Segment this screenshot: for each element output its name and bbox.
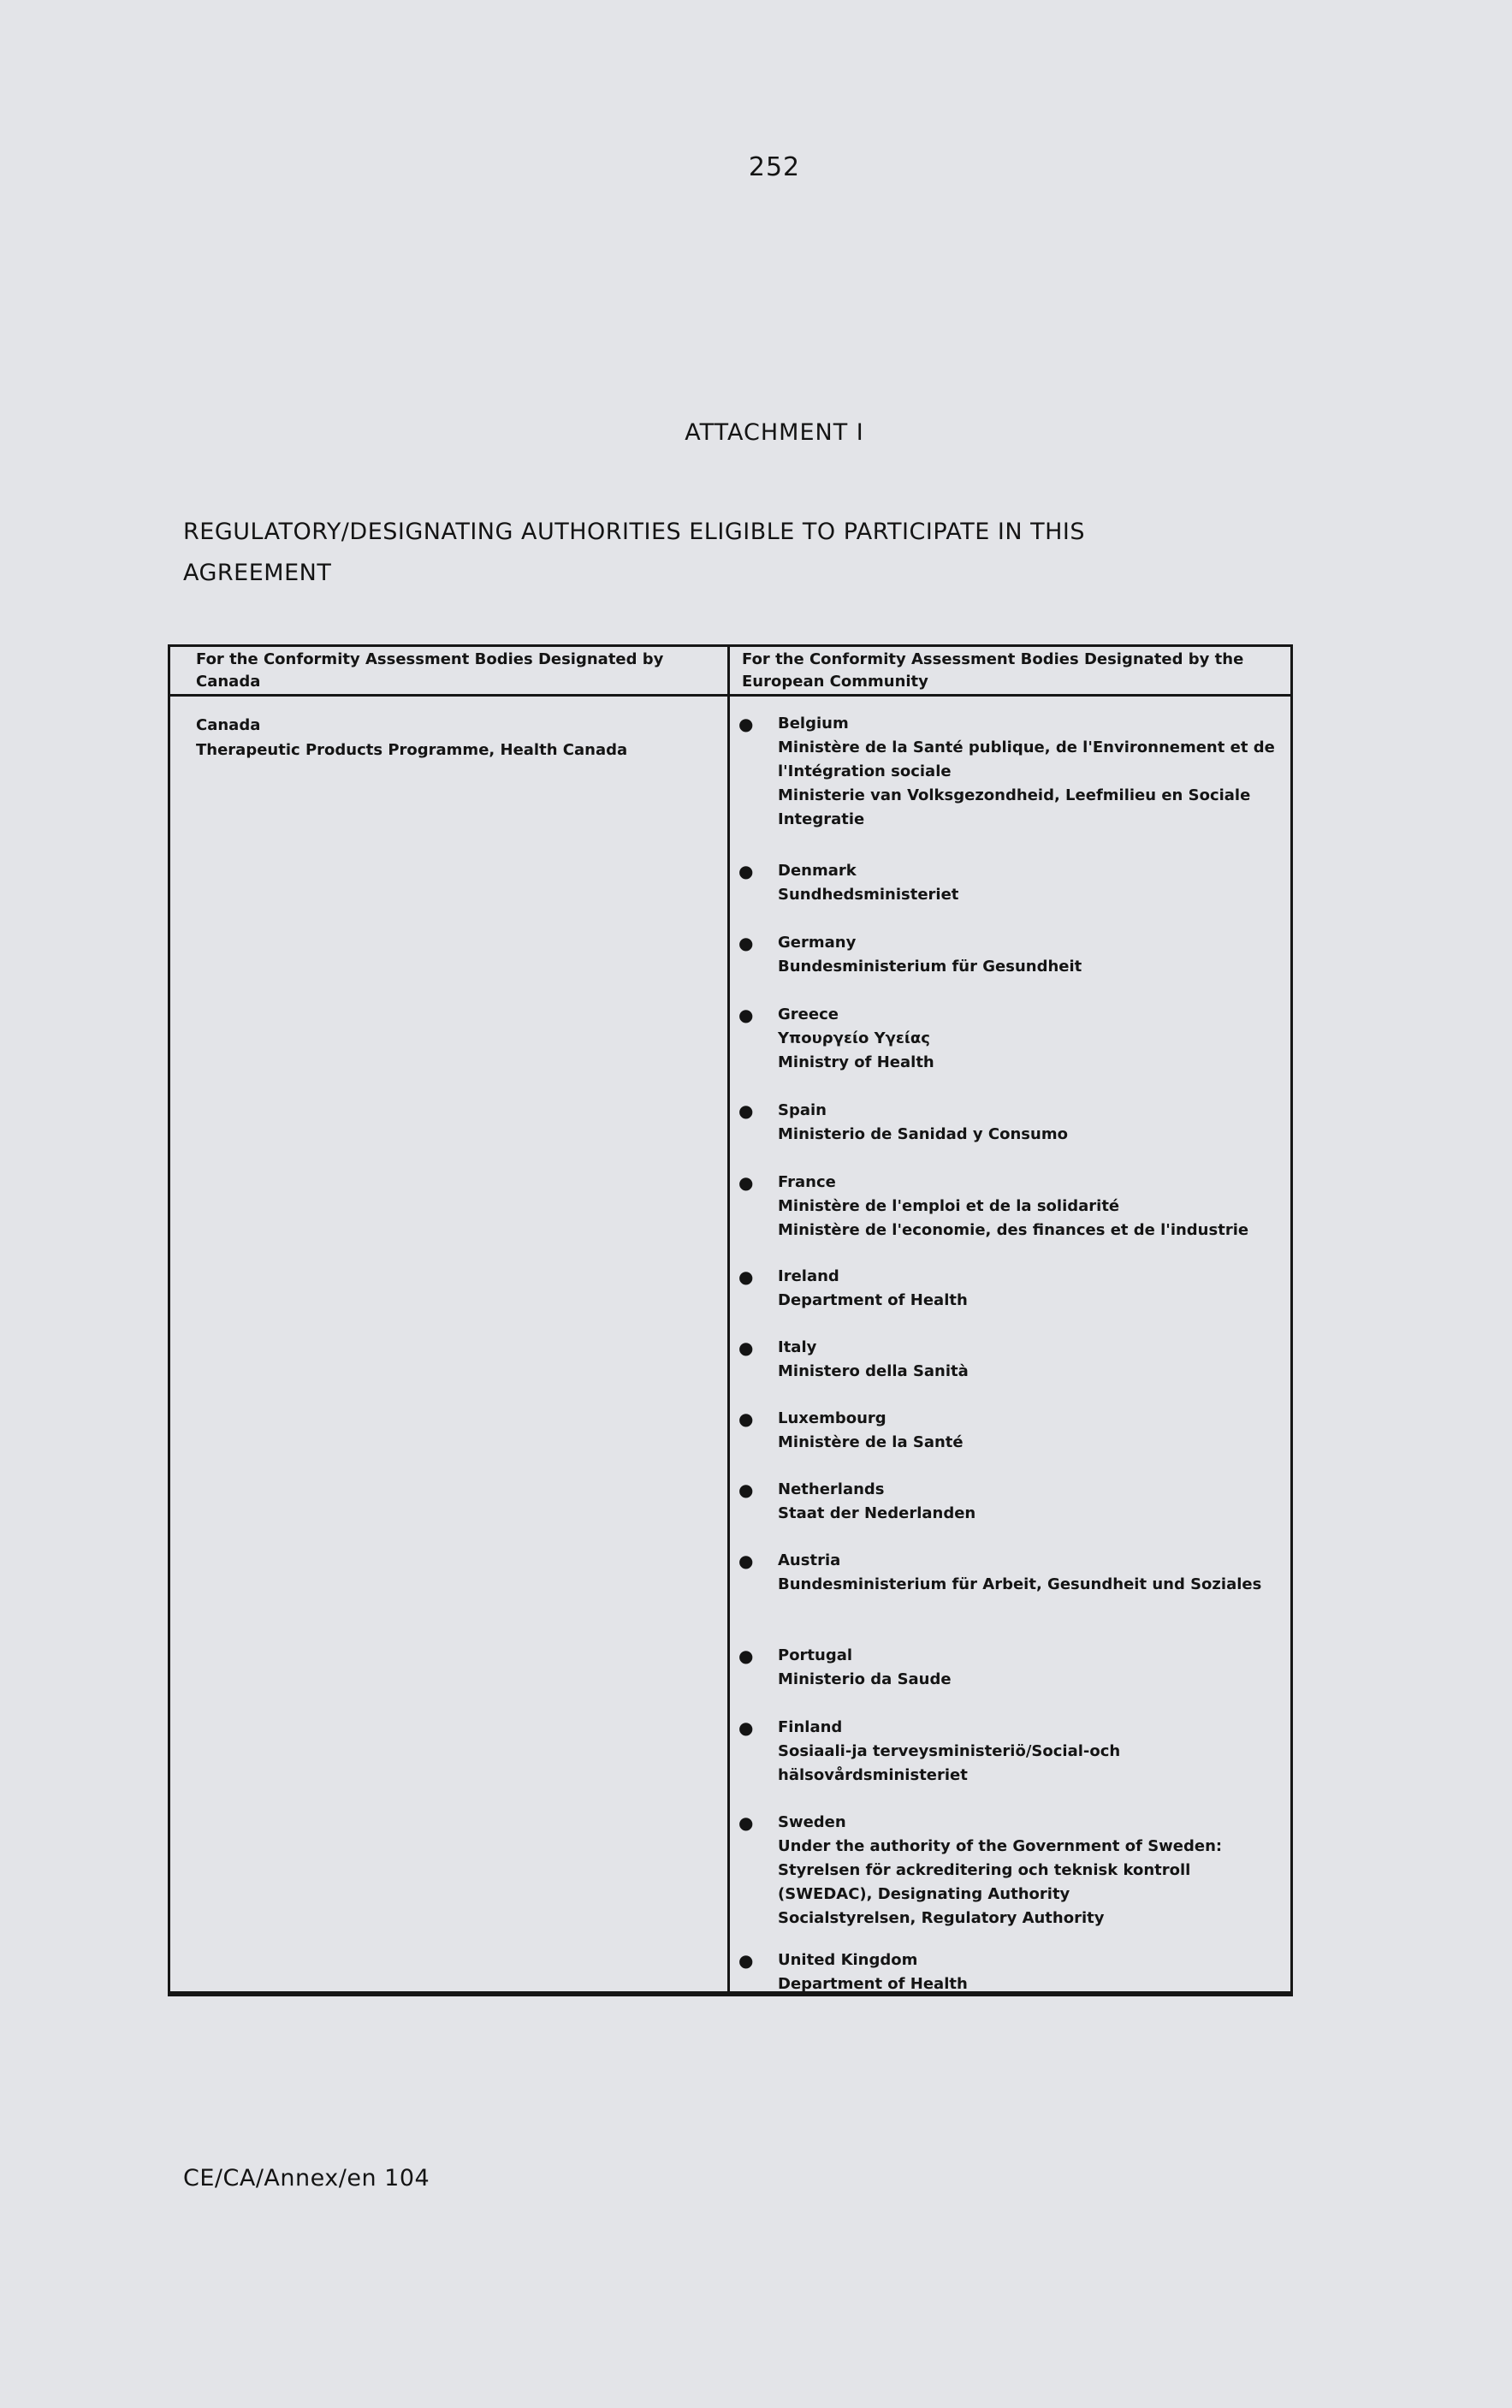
country-name: Portugal bbox=[778, 1646, 853, 1664]
authority-name: Ministero della Sanità bbox=[778, 1362, 969, 1380]
authority-name: Ministère de l'economie, des finances et de l'industrie bbox=[778, 1221, 1249, 1239]
country-name: Denmark bbox=[778, 862, 857, 880]
country-name: Finland bbox=[778, 1718, 843, 1736]
country-name: United Kingdom bbox=[778, 1951, 918, 1969]
list-item-luxembourg bbox=[738, 1407, 1286, 1455]
list-item-greece bbox=[738, 1003, 1286, 1075]
list-item-united-kingdom bbox=[738, 1948, 1286, 1996]
canada-label: Canada bbox=[196, 716, 261, 734]
country-name: Austria bbox=[778, 1551, 841, 1569]
bullet-icon: ● bbox=[738, 1812, 754, 1833]
authority-name: Υπουργείο Υγείας bbox=[778, 1029, 930, 1047]
bullet-icon: ● bbox=[738, 1172, 754, 1193]
country-name: Spain bbox=[778, 1101, 827, 1119]
header-european-community: For the Conformity Assessment Bodies Designated by the European Community bbox=[742, 650, 1244, 691]
authorities-table bbox=[168, 644, 1293, 1996]
authority-name: Ministère de l'emploi et de la solidarité bbox=[778, 1197, 1120, 1215]
list-item-austria bbox=[738, 1549, 1286, 1597]
country-name: Belgium bbox=[778, 715, 849, 732]
bullet-icon: ● bbox=[738, 1005, 754, 1025]
bullet-icon: ● bbox=[738, 1100, 754, 1121]
footer-reference: CE/CA/Annex/en 104 bbox=[183, 2165, 430, 2192]
country-name: Germany bbox=[778, 934, 857, 952]
authority-name: Bundesministerium für Arbeit, Gesundheit und Soziales bbox=[778, 1575, 1262, 1593]
list-item-denmark bbox=[738, 859, 1286, 907]
heading-line: AGREEMENT bbox=[183, 560, 332, 586]
country-name: Italy bbox=[778, 1338, 817, 1356]
column-divider bbox=[727, 647, 730, 1991]
bullet-icon: ● bbox=[738, 1950, 754, 1971]
list-item-sweden bbox=[738, 1811, 1286, 1931]
list-item-spain bbox=[738, 1099, 1286, 1147]
authority-name: Socialstyrelsen, Regulatory Authority bbox=[778, 1909, 1105, 1927]
list-item-italy bbox=[738, 1336, 1286, 1384]
authority-name: Ministry of Health bbox=[778, 1053, 934, 1071]
bullet-icon: ● bbox=[738, 1717, 754, 1738]
bullet-icon: ● bbox=[738, 1409, 754, 1429]
authority-name: Sundhedsministeriet bbox=[778, 886, 959, 904]
list-item-ireland bbox=[738, 1265, 1286, 1313]
list-item-netherlands bbox=[738, 1478, 1286, 1526]
authority-name: Styrelsen för ackreditering och teknisk kontroll (SWEDAC), Designating Authority bbox=[778, 1861, 1191, 1903]
authority-name: Ministerie van Volksgezondheid, Leefmilieu en Sociale Integratie bbox=[778, 786, 1251, 828]
list-item-germany bbox=[738, 931, 1286, 979]
authority-name: Department of Health bbox=[778, 1291, 968, 1309]
canada-cell bbox=[196, 713, 709, 762]
heading-line: REGULATORY/DESIGNATING AUTHORITIES ELIGIBLE TO PARTICIPATE IN THIS bbox=[183, 519, 1086, 545]
header-divider bbox=[170, 694, 1290, 697]
bullet-icon: ● bbox=[738, 1337, 754, 1358]
country-name: Netherlands bbox=[778, 1480, 885, 1498]
country-name: Ireland bbox=[778, 1267, 839, 1285]
attachment-title: ATTACHMENT I bbox=[685, 419, 864, 446]
country-name: France bbox=[778, 1173, 836, 1191]
authority-name: Staat der Nederlanden bbox=[778, 1504, 976, 1522]
authority-name: Department of Health bbox=[778, 1975, 968, 1993]
authority-name: Ministère de la Santé bbox=[778, 1433, 964, 1451]
country-name: Luxembourg bbox=[778, 1409, 886, 1427]
page-number: 252 bbox=[748, 152, 801, 182]
bullet-icon: ● bbox=[738, 714, 754, 734]
bullet-icon: ● bbox=[738, 933, 754, 953]
authority-name: Sosiaali-ja terveysministeriö/Social-och hälsovårdsministeriet bbox=[778, 1742, 1121, 1784]
bullet-icon: ● bbox=[738, 1551, 754, 1571]
list-item-belgium bbox=[738, 712, 1286, 832]
country-name: Greece bbox=[778, 1005, 839, 1023]
authority-name: Ministère de la Santé publique, de l'Environnement et de l'Intégration sociale bbox=[778, 738, 1275, 780]
authority-name: Under the authority of the Government of Sweden: bbox=[778, 1837, 1223, 1855]
authority-name: Ministerio da Saude bbox=[778, 1670, 952, 1688]
bullet-icon: ● bbox=[738, 861, 754, 881]
country-name: Sweden bbox=[778, 1813, 846, 1831]
bullet-icon: ● bbox=[738, 1646, 754, 1666]
list-item-portugal bbox=[738, 1644, 1286, 1692]
header-canada: For the Conformity Assessment Bodies Designated by Canada bbox=[196, 650, 664, 691]
canada-authority: Therapeutic Products Programme, Health Canada bbox=[196, 741, 628, 759]
authority-name: Ministerio de Sanidad y Consumo bbox=[778, 1125, 1068, 1143]
document-heading bbox=[183, 512, 1210, 594]
list-item-finland bbox=[738, 1716, 1286, 1788]
authority-name: Bundesministerium für Gesundheit bbox=[778, 958, 1082, 976]
bullet-icon: ● bbox=[738, 1266, 754, 1287]
list-item-france bbox=[738, 1171, 1286, 1243]
bullet-icon: ● bbox=[738, 1480, 754, 1500]
